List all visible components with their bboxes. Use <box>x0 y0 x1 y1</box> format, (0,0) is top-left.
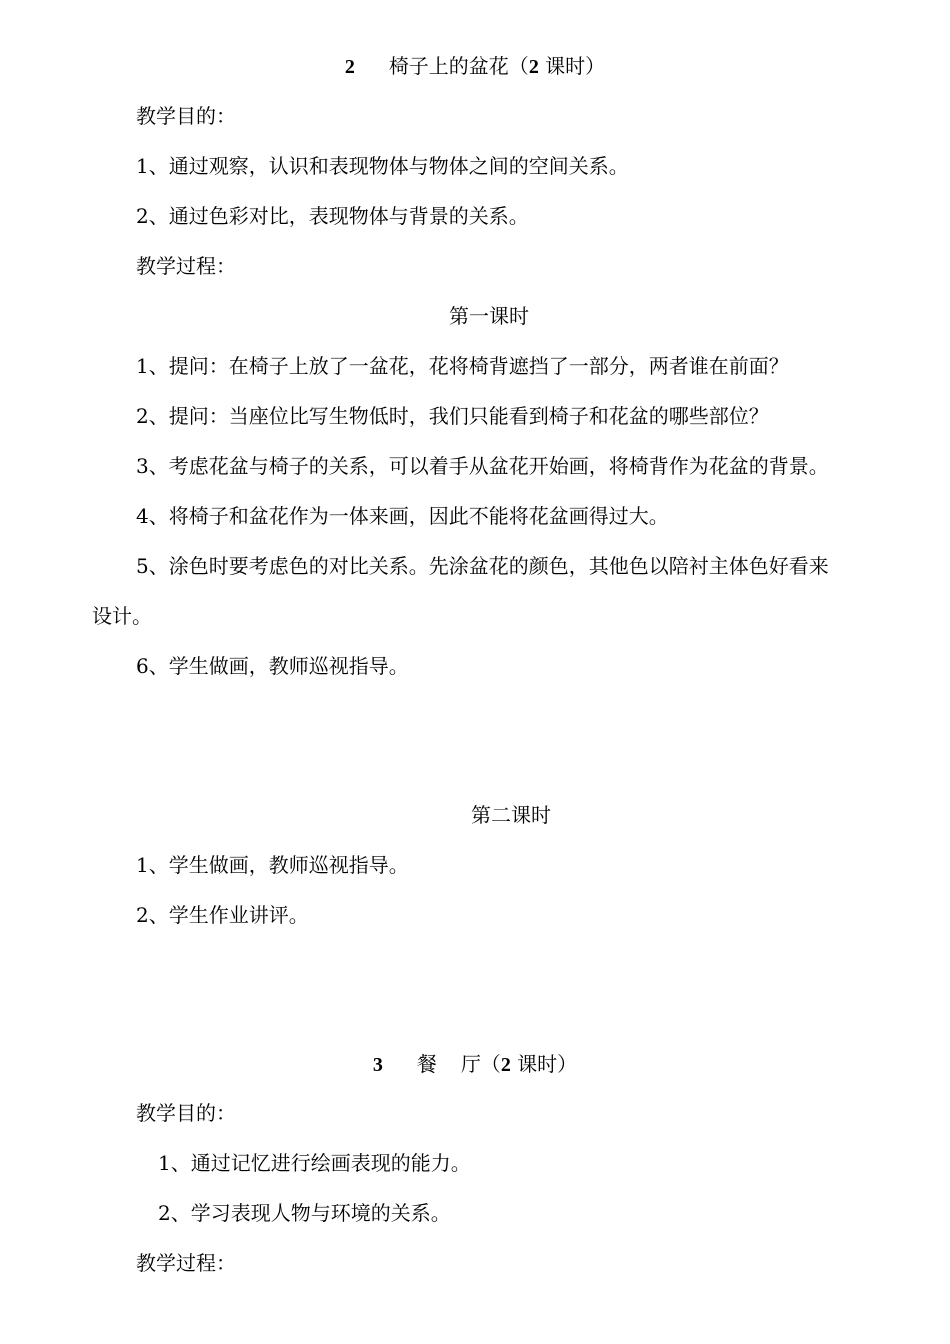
lesson3-heading <box>0 1052 950 1077</box>
lesson2-period2-step-2: 2、学生作业讲评。 <box>136 903 309 927</box>
lesson2-period1-title: 第一课时 <box>449 304 529 328</box>
lesson2-period1-step-6: 6、学生做画，教师巡视指导。 <box>136 654 409 678</box>
lesson3-objective-1: 1、通过记忆进行绘画表现的能力。 <box>158 1151 471 1175</box>
lesson2-period1-step-2: 2、提问：当座位比写生物低时，我们只能看到椅子和花盆的哪些部位？ <box>136 404 769 428</box>
lesson2-objective-1: 1、通过观察，认识和表现物体与物体之间的空间关系。 <box>136 154 629 178</box>
lesson3-title-char-1: 餐 <box>416 1052 437 1076</box>
lesson3-title-char-2: 厅（ <box>460 1052 501 1076</box>
lesson2-period2-title: 第二课时 <box>471 803 551 827</box>
lesson2-objective-2: 2、通过色彩对比，表现物体与背景的关系。 <box>136 204 529 228</box>
lesson2-period2-step-1: 1、学生做画，教师巡视指导。 <box>136 853 409 877</box>
lesson3-hours-number: 2 <box>500 1054 511 1076</box>
lesson2-period1-step-3: 3、考虑花盆与椅子的关系，可以着手从盆花开始画，将椅背作为花盆的背景。 <box>136 454 829 478</box>
lesson2-period1-step-5: 5、涂色时要考虑色的对比关系。先涂盆花的颜色，其他色以陪衬主体色好看来 <box>136 554 829 578</box>
lesson2-period1-step-4: 4、将椅子和盆花作为一体来画，因此不能将花盆画得过大。 <box>136 504 669 528</box>
lesson2-objectives-label: 教学目的： <box>136 104 236 128</box>
lesson2-heading <box>0 54 950 79</box>
lesson2-period1-step-1: 1、提问：在椅子上放了一盆花，花将椅背遮挡了一部分，两者谁在前面？ <box>136 354 789 378</box>
lesson2-number: 2 <box>344 56 355 78</box>
lesson2-process-label: 教学过程： <box>136 254 236 278</box>
lesson3-hours-suffix: 课时） <box>510 1052 578 1076</box>
lesson3-objectives-label: 教学目的： <box>136 1101 236 1125</box>
lesson2-hours-suffix: 课时） <box>538 54 606 78</box>
lesson3-objective-2: 2、学习表现人物与环境的关系。 <box>158 1201 451 1225</box>
lesson2-hours-number: 2 <box>528 56 539 78</box>
lesson3-number: 3 <box>372 1054 383 1076</box>
lesson3-process-label: 教学过程： <box>136 1251 236 1275</box>
lesson2-title: 椅子上的盆花（ <box>388 54 529 78</box>
lesson2-period1-step-5-continued: 设计。 <box>92 604 152 628</box>
